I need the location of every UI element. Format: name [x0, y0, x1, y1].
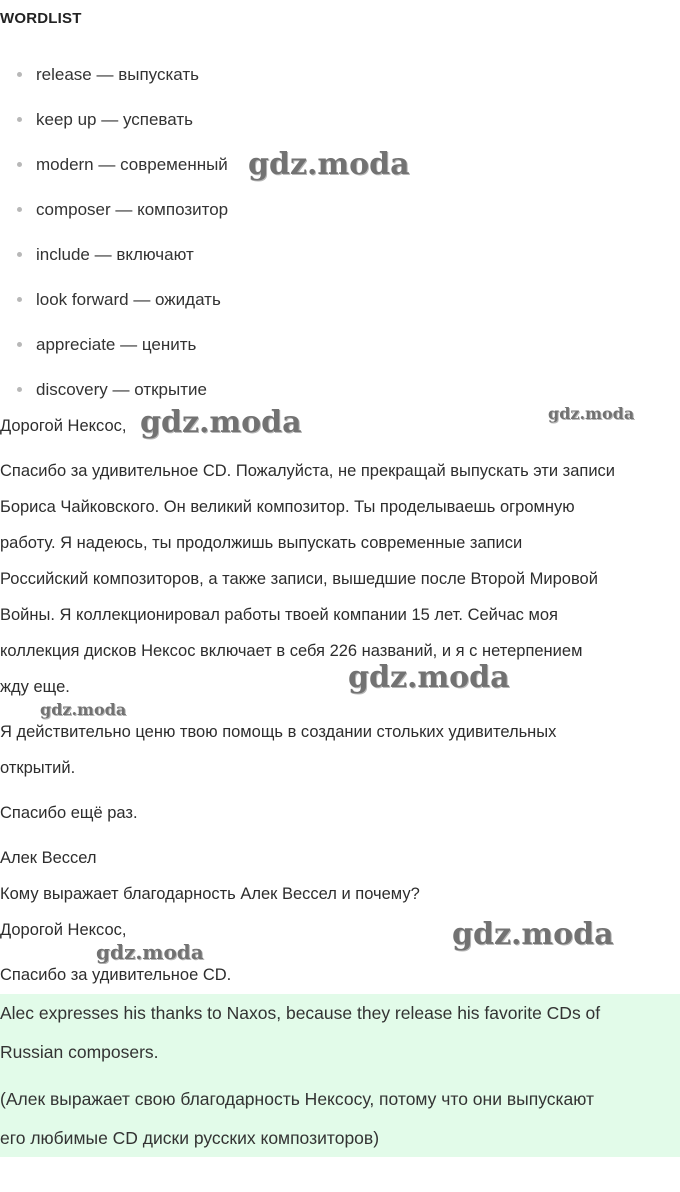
- bullet-icon: [17, 162, 22, 167]
- watermark-logo: gdz.moda: [452, 917, 614, 952]
- letter-paragraph-line: Я действительно ценю твою помощь в создании стольких удивительных: [0, 723, 557, 741]
- answer-ru-line: (Алек выражает свою благодарность Нексосу, потому что они выпускают: [0, 1089, 595, 1109]
- letter-body-line: Войны. Я коллекционировал работы твоей компании 15 лет. Сейчас моя: [0, 606, 558, 624]
- answer-en-line: Alec expresses his thanks to Naxos, because they release his favorite CDs of: [0, 1003, 601, 1023]
- watermark-logo: gdz.moda: [96, 940, 204, 964]
- letter-thanks: Спасибо ещё раз.: [0, 804, 138, 822]
- wordlist-title: WORDLIST: [0, 10, 82, 27]
- list-item: look forward — ожидать: [0, 277, 680, 322]
- letter-signature: Алек Вессел: [0, 849, 97, 867]
- list-item: include — включают: [0, 232, 680, 277]
- answer-en-line: Russian composers.: [0, 1042, 159, 1062]
- letter-body-line: Спасибо за удивительное CD. Пожалуйста, не прекращай выпускать эти записи: [0, 462, 616, 480]
- letter-body-line: жду еще.: [0, 678, 70, 696]
- letter-paragraph-line: открытий.: [0, 759, 76, 777]
- watermark-logo: gdz.moda: [40, 700, 127, 719]
- letter-body-line: Бориса Чайковского. Он великий композитор. Ты проделываешь огромную: [0, 498, 575, 516]
- answer-box: [0, 994, 680, 1157]
- bullet-icon: [17, 207, 22, 212]
- answer-ru-line: его любимые CD диски русских композиторов): [0, 1128, 380, 1148]
- bullet-icon: [17, 342, 22, 347]
- letter-greeting: Дорогой Нексос,: [0, 417, 127, 435]
- letter-body-line: коллекция дисков Нексос включает в себя 226 названий, и я с нетерпением: [0, 642, 583, 660]
- watermark-logo: gdz.moda: [348, 660, 510, 695]
- question: Кому выражает благодарность Алек Вессел и почему?: [0, 885, 420, 903]
- bullet-icon: [17, 72, 22, 77]
- watermark-logo: gdz.moda: [248, 147, 410, 182]
- quote-greeting: Дорогой Нексос,: [0, 921, 127, 939]
- list-item: modern — современный: [0, 142, 680, 187]
- list-item: release — выпускать: [0, 52, 680, 97]
- list-item: keep up — успевать: [0, 97, 680, 142]
- watermark-logo: gdz.moda: [548, 404, 635, 423]
- watermark-logo: gdz.moda: [140, 405, 302, 440]
- list-item: appreciate — ценить: [0, 322, 680, 367]
- bullet-icon: [17, 387, 22, 392]
- bullet-icon: [17, 117, 22, 122]
- bullet-icon: [17, 297, 22, 302]
- letter-body-line: Российский композиторов, а также записи, вышедшие после Второй Мировой: [0, 570, 598, 588]
- list-item: composer — композитор: [0, 187, 680, 232]
- bullet-icon: [17, 252, 22, 257]
- wordlist: [0, 52, 680, 412]
- list-item: discovery — открытие: [0, 367, 680, 412]
- quote-line: Спасибо за удивительное CD.: [0, 966, 232, 984]
- letter-body-line: работу. Я надеюсь, ты продолжишь выпускать современные записи: [0, 534, 523, 552]
